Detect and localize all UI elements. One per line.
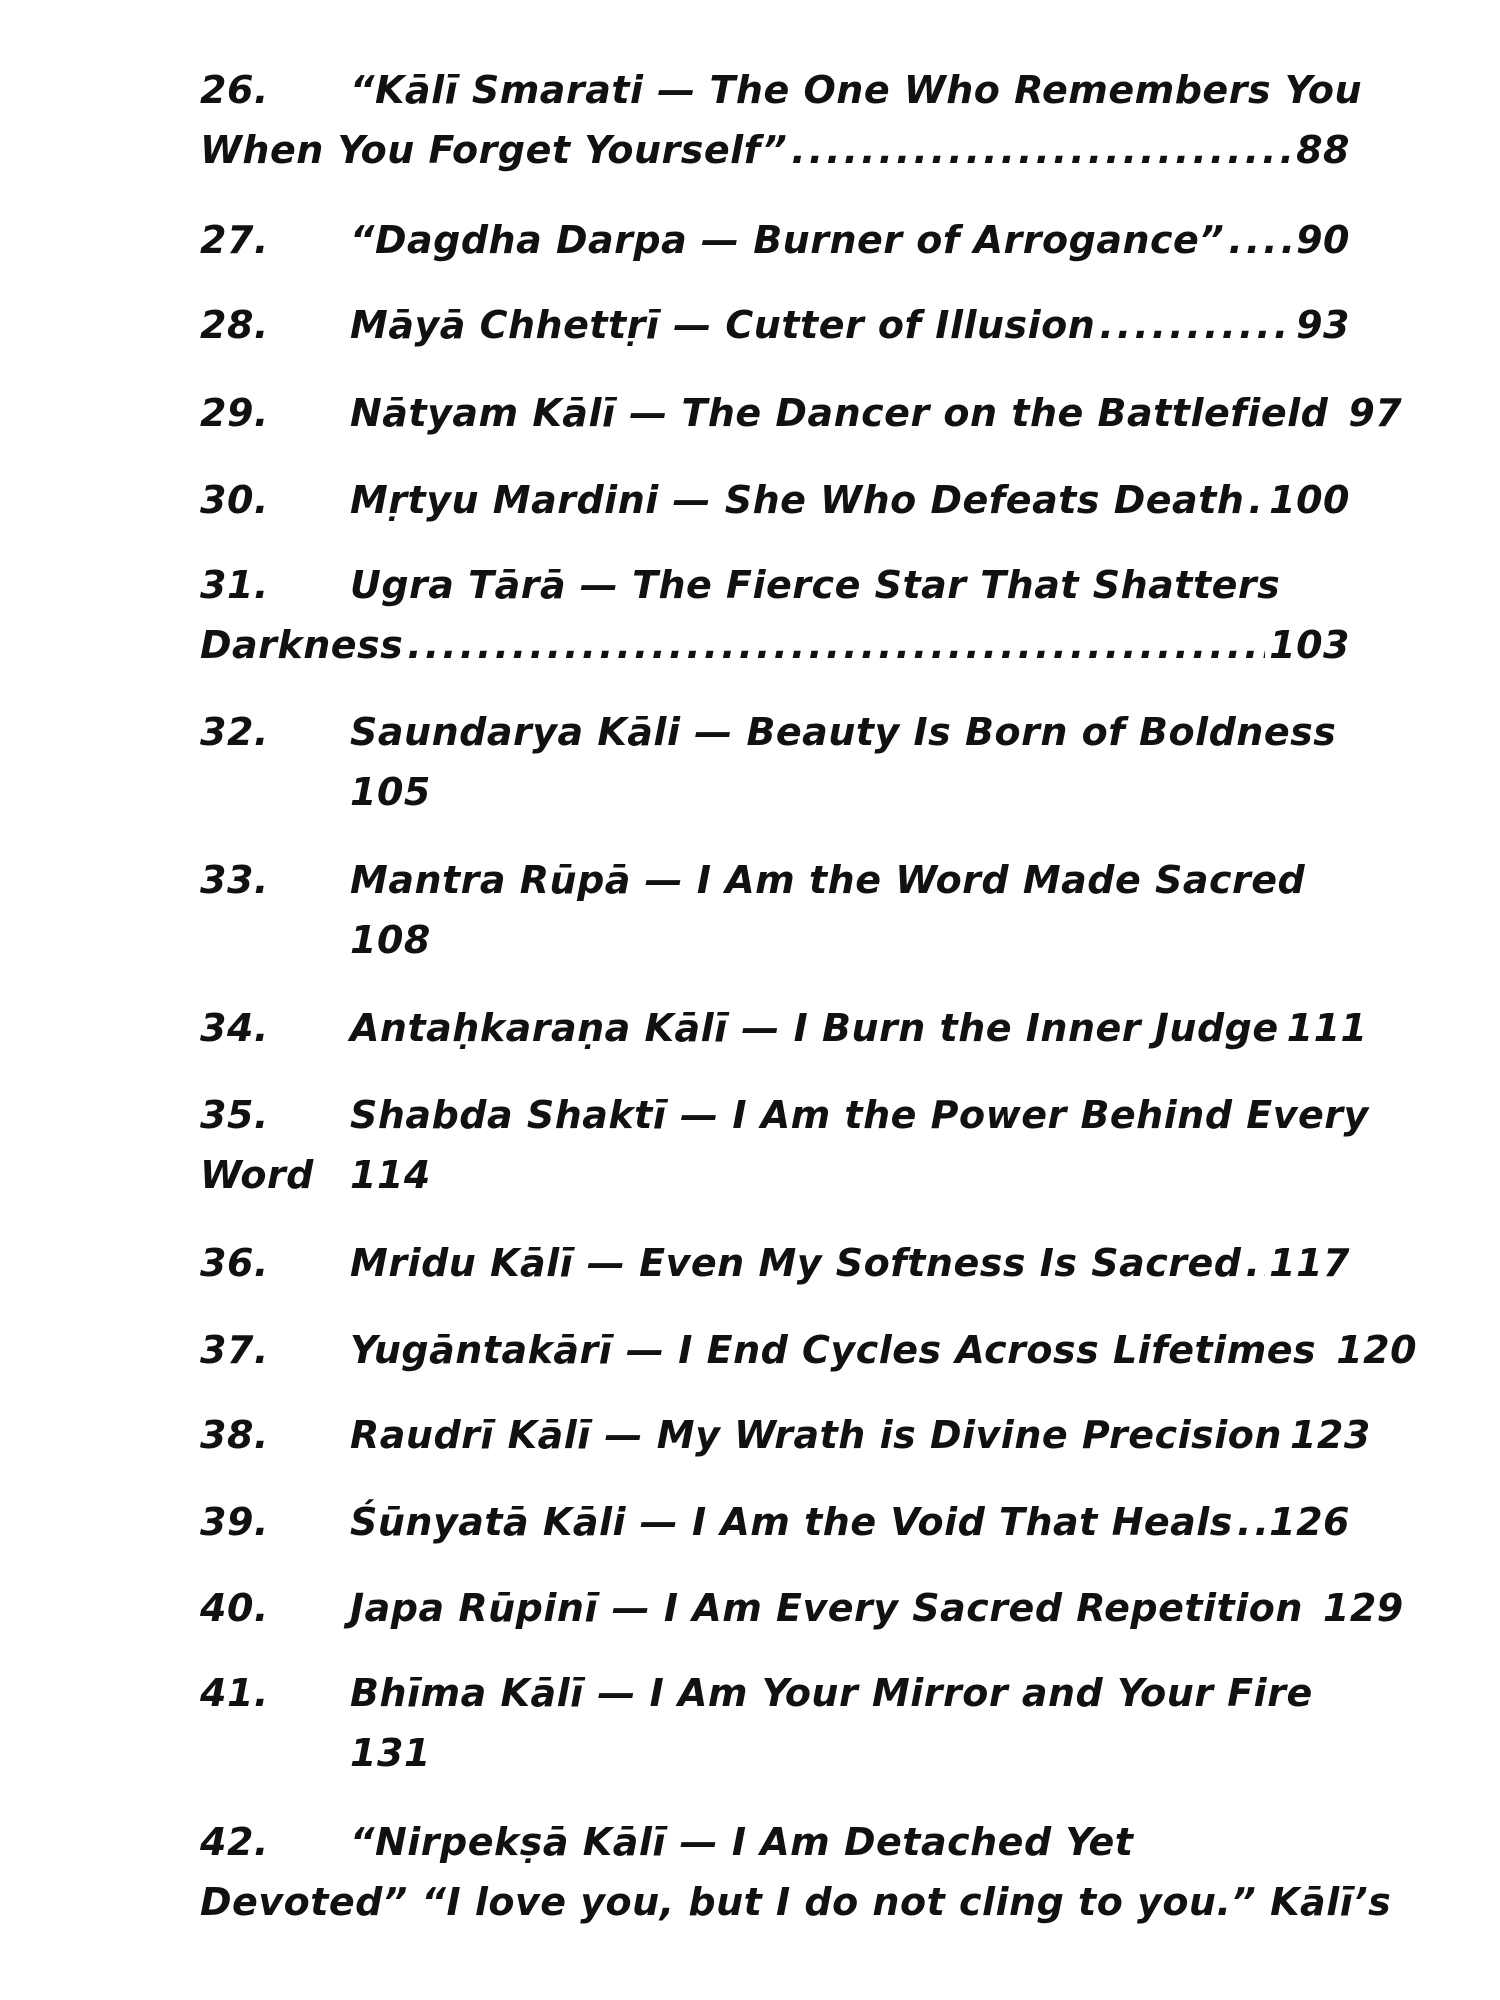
page-number: 97 bbox=[1348, 391, 1403, 435]
entry-title-continued: Darkness bbox=[200, 623, 404, 667]
entry-number: 31. bbox=[200, 563, 269, 607]
page-number: 120 bbox=[1336, 1328, 1418, 1372]
page-number: 90 bbox=[1296, 218, 1350, 262]
entry-title: Mridu Kālī — Even My Softness Is Sacred bbox=[350, 1241, 1242, 1285]
entry-number: 35. bbox=[200, 1093, 269, 1137]
page-number: 88 bbox=[1296, 128, 1350, 172]
entry-title: “Dagdha Darpa — Burner of Arrogance” bbox=[350, 218, 1225, 262]
entry-number: 29. bbox=[200, 391, 269, 435]
dot-leader bbox=[1099, 295, 1292, 355]
dot-leader bbox=[1228, 210, 1292, 270]
entry-number: 30. bbox=[200, 478, 269, 522]
entry-title: “Kālī Smarati — The One Who Remembers You bbox=[350, 68, 1363, 112]
entry-title: Raudrī Kālī — My Wrath is Divine Precision bbox=[350, 1413, 1282, 1457]
entry-title: Mantra Rūpā — I Am the Word Made Sacred bbox=[350, 858, 1306, 902]
entry-number: 26. bbox=[200, 68, 269, 112]
page-number: 103 bbox=[1269, 623, 1350, 667]
page-number: 111 bbox=[1286, 1006, 1368, 1050]
entry-number: 39. bbox=[200, 1500, 269, 1544]
entry-title: Mṛtyu Mardini — She Who Defeats Death bbox=[350, 478, 1245, 522]
entry-number: 36. bbox=[200, 1241, 269, 1285]
page-number: 123 bbox=[1289, 1413, 1371, 1457]
entry-number: 37. bbox=[200, 1328, 269, 1372]
entry-title: “Nirpekṣā Kālī — I Am Detached Yet bbox=[350, 1820, 1134, 1864]
entry-number: 27. bbox=[200, 218, 269, 262]
entry-title: Śūnyatā Kāli — I Am the Void That Heals bbox=[350, 1500, 1233, 1544]
entry-number: 32. bbox=[200, 710, 269, 754]
entry-title: Shabda Shaktī — I Am the Power Behind Every bbox=[350, 1093, 1369, 1137]
entry-number: 34. bbox=[200, 1006, 269, 1050]
page-number: 131 bbox=[350, 1731, 431, 1775]
dot-leader bbox=[407, 615, 1265, 675]
entry-title: Antaḥkaraṇa Kālī — I Burn the Inner Judge bbox=[350, 1006, 1279, 1050]
entry-title: Bhīma Kālī — I Am Your Mirror and Your Fire bbox=[350, 1671, 1313, 1715]
entry-title: Saundarya Kāli — Beauty Is Born of Boldness bbox=[350, 710, 1337, 754]
entry-number: 40. bbox=[200, 1586, 269, 1630]
dot-leader bbox=[1237, 1492, 1265, 1552]
entry-title: Ugra Tārā — The Fierce Star That Shatters bbox=[350, 563, 1281, 607]
entry-number: 41. bbox=[200, 1671, 269, 1715]
entry-title: Yugāntakārī — I End Cycles Across Lifetimes bbox=[350, 1328, 1317, 1372]
page-number: 129 bbox=[1322, 1586, 1404, 1630]
page-number: 100 bbox=[1269, 478, 1350, 522]
entry-number: 28. bbox=[200, 303, 269, 347]
page-number: 117 bbox=[1269, 1241, 1350, 1285]
dot-leader bbox=[1245, 1233, 1265, 1293]
entry-title: Nātyam Kālī — The Dancer on the Battlefield bbox=[350, 391, 1329, 435]
dot-leader bbox=[1248, 470, 1265, 530]
page-number: 105 bbox=[350, 770, 431, 814]
entry-title-continued: When You Forget Yourself” bbox=[200, 128, 788, 172]
page-number: 114 bbox=[350, 1153, 431, 1197]
entry-title-continued: Word bbox=[200, 1153, 314, 1197]
entry-title: Japa Rūpinī — I Am Every Sacred Repetition bbox=[350, 1586, 1303, 1630]
entry-title: Māyā Chhettṛī — Cutter of Illusion bbox=[350, 303, 1096, 347]
page-number: 126 bbox=[1269, 1500, 1350, 1544]
entry-number: 42. bbox=[200, 1820, 269, 1864]
entry-number: 38. bbox=[200, 1413, 269, 1457]
entry-title-continued: Devoted” “I love you, but I do not cling to you.” Kālī’s bbox=[200, 1880, 1392, 1924]
page-number: 108 bbox=[350, 918, 431, 962]
page-number: 93 bbox=[1296, 303, 1350, 347]
dot-leader bbox=[791, 120, 1292, 180]
entry-number: 33. bbox=[200, 858, 269, 902]
